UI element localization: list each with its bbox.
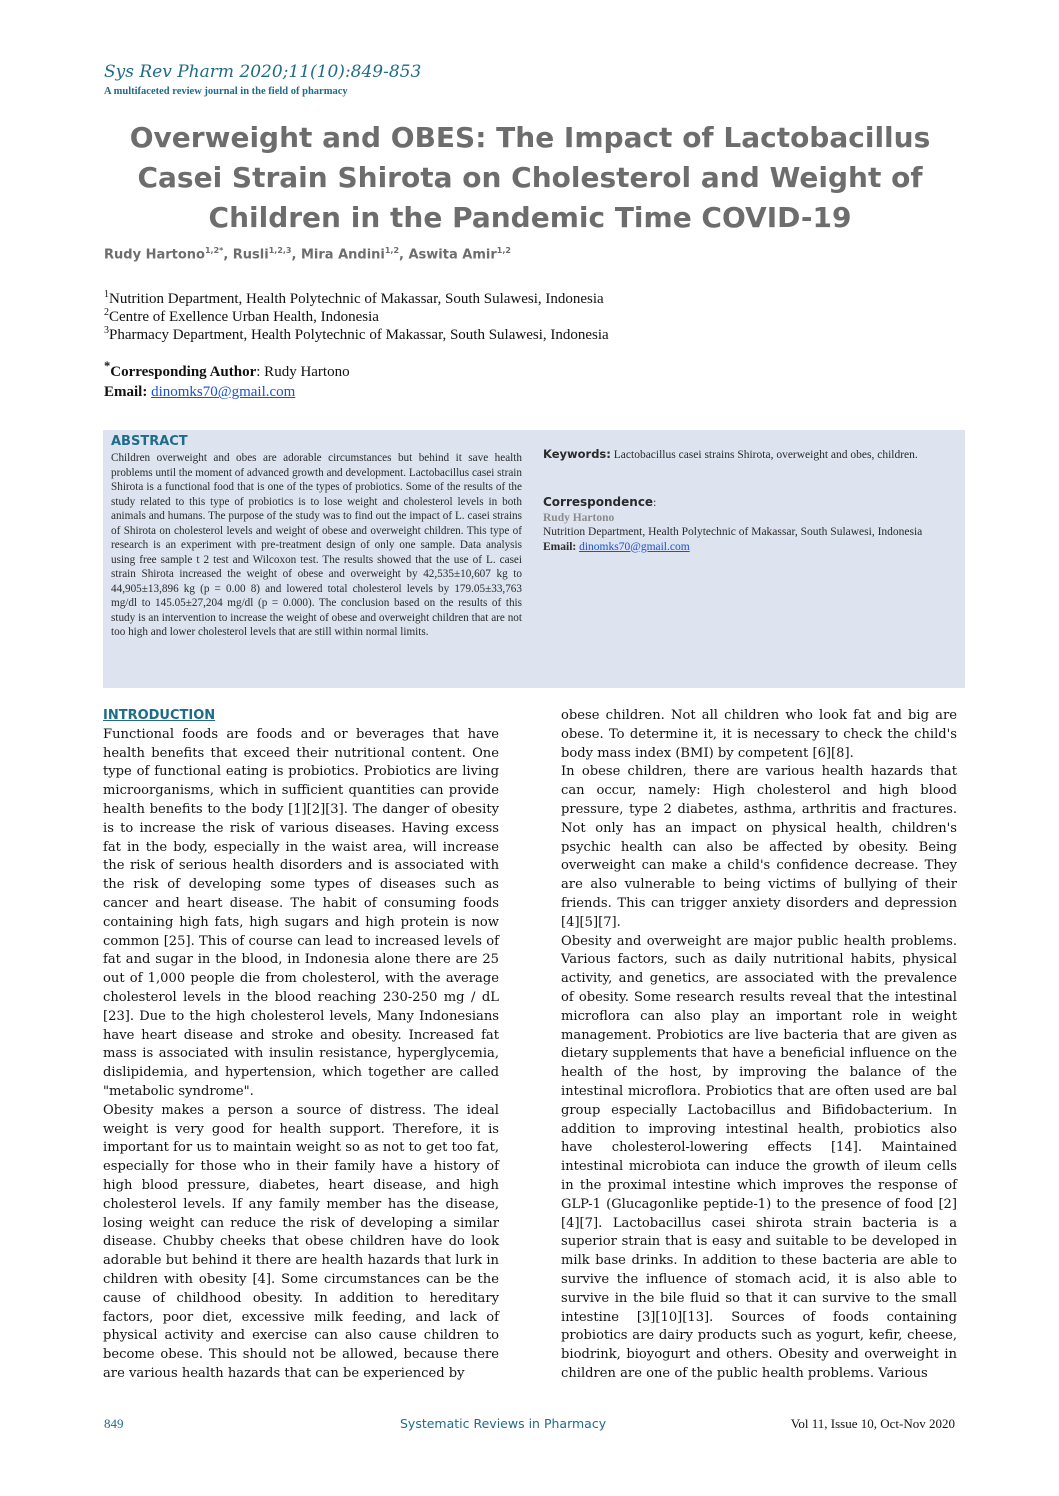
body-paragraph: obese children. Not all children who look fat and big are obese. To determine it, it is necessary to check the child's body mass index (BMI) by competent [6][8]. xyxy=(561,708,957,761)
correspondence-email-link[interactable]: dinomks70@gmail.com xyxy=(579,540,690,553)
journal-tagline: A multifaceted review journal in the field of pharmacy xyxy=(104,86,348,97)
correspondence-name: Rudy Hartono xyxy=(543,511,615,524)
author-list xyxy=(104,246,511,262)
affiliation-3 xyxy=(104,321,609,345)
author-separator: , xyxy=(223,247,233,263)
author-name: Rusli xyxy=(232,247,269,263)
affiliation-mark: 3 xyxy=(104,325,109,336)
affiliation-text: Nutrition Department, Health Polytechnic of Makassar, South Sulawesi, Indonesia xyxy=(109,291,604,307)
abstract-text: Children overweight and obes are adorable circumstances but behind it save health problems until the moment of advanced growth and development. Lactobacillus casei strain Shirota is a functional food that is one of the types of probiotics. Some of the results of the study related to this type of probiotics is to lose weight and cholesterol levels in both animals and humans. The purpose of the study was to find out the impact of L. casei strains of Shirota on cholesterol levels and weight of obese and overweight children. This type of research is an experiment with pre-treatment design of only one sample. Data analysis using free sample t 2 test and Wilcoxon test. The results showed that the use of L. casei strain Shirota increased the weight of obese and overweight by 42,535±10,607 kg to 44,905±13,896 kg (p = 0.00 8) and lowered total cholesterol levels by 179.05±33,763 mg/dl to 145.05±27,204 mg/dl (p = 0.000). The conclusion based on the results of this study is an intervention to increase the weight of obese and overweight children that are not too high and lower cholesterol levels that are still within normal limits. xyxy=(111,452,522,638)
keywords-label: Keywords: xyxy=(543,447,611,461)
author-name: Rudy Hartono xyxy=(104,247,205,263)
correspondence-block: Correspondence: Rudy Hartono Nutrition Department, Health Polytechnic of Makassar, South Sulawesi, Indonesia Email: dinomks70@gmail.com xyxy=(543,495,943,554)
affiliation-mark: 1 xyxy=(104,289,109,300)
corresponding-label: Corresponding Author xyxy=(110,364,257,380)
correspondence-colon: : xyxy=(653,497,657,509)
page-number: 849 xyxy=(104,1416,124,1431)
author-separator: , xyxy=(399,247,409,263)
body-left-column xyxy=(103,707,499,1384)
abstract-heading: ABSTRACT xyxy=(111,434,188,449)
body-paragraph: Obesity makes a person a source of distress. The ideal weight is very good for health support. Therefore, it is important for us to maintain weight so as not to get too fat, especially for those who in their family have a history of high blood pressure, diabetes, heart disease, and high cholesterol levels. If any family member has the disease, losing weight can reduce the risk of developing a similar disease. Chubby cheeks that obese children have do look adorable but behind it there are health hazards that lurk in children with obesity [4]. Some circumstances can be the cause of childhood obesity. In addition to hereditary factors, poor diet, excessive milk feeding, and lack of physical activity and exercise can also cause children to become obese. This should not be allowed, because there are various health hazards that can be experienced by xyxy=(103,1102,499,1381)
author-name: Mira Andini xyxy=(300,247,385,263)
corresponding-name: : Rudy Hartono xyxy=(256,364,350,380)
author-affiliation-mark: 1,2,3 xyxy=(268,246,292,255)
correspondence-address: Nutrition Department, Health Polytechnic of Makassar, South Sulawesi, Indonesia xyxy=(543,526,923,538)
keywords-text: Lactobacillus casei strains Shirota, overweight and obes, children. xyxy=(613,449,918,461)
correspondence-heading: Correspondence xyxy=(543,495,654,509)
corresponding-email-link[interactable]: dinomks70@gmail.com xyxy=(151,384,296,400)
body-paragraph: Functional foods are foods and or beverages that have health benefits that exceed their nutritional content. One type of functional eating is probiotics. Probiotics are living microorganisms, which in sufficient quantities can provide health benefits to the body [1][2][3]. The danger of obesity is to increase the risk of various diseases. Having excess fat in the body, especially in the waist area, will increase the risk of serious health disorders and is associated with the risk of developing some types of diseases such as cancer and heart disease. The habit of consuming foods containing high fats, high sugars and high protein is now common [25]. This of course can lead to increased levels of fat and sugar in the blood, in Indonesia alone there are 25 out of 1,000 people die from cholesterol, with the average cholesterol levels in the blood reaching 230-250 mg / dL [23]. Due to the high cholesterol levels, Many Indonesians have heart disease and stroke and obesity. Increased fat mass is associated with insulin resistance, hyperglycemia, dislipidemia, and hypertension, which together are called "metabolic syndrome". xyxy=(103,726,499,1099)
paper-title: Overweight and OBES: The Impact of Lactobacillus Casei Strain Shirota on Cholesterol and Weight of Children in the Pandemic Time COVID-19 xyxy=(129,121,931,234)
author-affiliation-mark: 1,2 xyxy=(384,246,400,255)
corresponding-author-block: *Corresponding Author: Rudy Hartono Email: dinomks70@gmail.com xyxy=(104,359,350,400)
author-name: Aswita Amir xyxy=(408,247,497,263)
email-label: Email xyxy=(104,384,143,400)
correspondence-email-label: Email xyxy=(543,540,573,553)
author-affiliation-mark: 1,2 xyxy=(496,246,511,255)
keywords-block xyxy=(543,447,943,463)
footer-issue: Vol 11, Issue 10, Oct-Nov 2020 xyxy=(790,1416,955,1431)
affiliation-text: Pharmacy Department, Health Polytechnic of Makassar, South Sulawesi, Indonesia xyxy=(109,327,609,343)
body-right-column xyxy=(561,707,957,1384)
footer-journal: Systematic Reviews in Pharmacy xyxy=(400,1416,607,1431)
author-affiliation-mark: 1,2* xyxy=(204,246,224,255)
section-heading-introduction: INTRODUCTION xyxy=(103,708,216,723)
affiliation-mark: 2 xyxy=(104,307,109,318)
affiliation-text: Centre of Exellence Urban Health, Indonesia xyxy=(109,309,379,325)
body-paragraph: In obese children, there are various health hazards that can occur, namely: High cholesterol and high blood pressure, type 2 diabetes, asthma, arthritis and fractures. Not only has an impact on physical health, children's psychic health can also be affected by obesity. Being overweight can make a child's confidence decrease. They are also vulnerable to being victims of bullying of their friends. This can trigger anxiety disorders and depression [4][5][7]. xyxy=(561,764,957,930)
corresponding-star: * xyxy=(104,359,111,373)
body-paragraph: Obesity and overweight are major public health problems. Various factors, such as daily nutritional habits, physical activity, and genetics, are associated with the prevalence of obesity. Some research results reveal that the intestinal microflora can also play an important role in weight management. Probiotics are live bacteria that are given as dietary supplements that have a beneficial influence on the health of the host, by improving the balance of the intestinal microflora. Probiotics that are often used are bal group especially Lactobacillus and Bifidobacterium. In addition to improving intestinal health, probiotics also have cholesterol-lowering effects [14]. Maintained intestinal microbiota can induce the growth of ileum cells in the proximal intestine which improves the response of GLP-1 (Glucagonlike peptide-1) to the presence of food [2][4][7]. Lactobacillus casei shirota strain bacteria is a superior strain that is easy and suitable to be developed in milk base drinks. In addition to these bacteria are able to survive the influence of stomach acid, it is also able to survive in the bile fluid so that it can survive to the small intestine [3][10][13]. Sources of foods containing probiotics are dairy products such as yogurt, kefir, cheese, biodrink, bioyogurt and others. Obesity and overweight in children are one of the public health problems. Various xyxy=(561,933,957,1381)
journal-citation: Sys Rev Pharm 2020;11(10):849-853 xyxy=(104,62,422,82)
author-separator: , xyxy=(291,247,301,263)
